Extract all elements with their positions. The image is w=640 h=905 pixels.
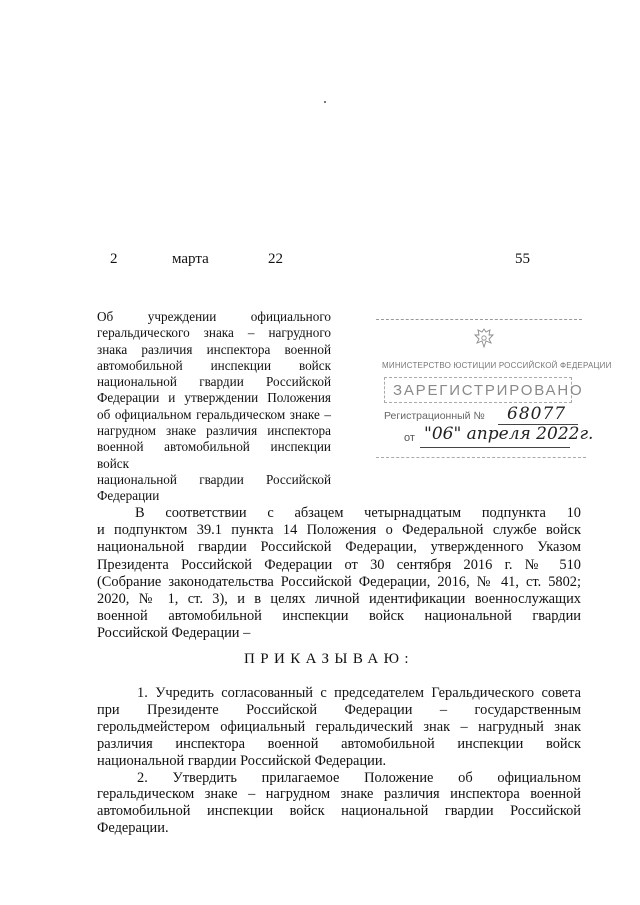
preamble-line: военной автомобильной инспекции войск национальной гвардии xyxy=(97,608,581,625)
title-line: геральдического знака – нагрудного xyxy=(97,325,331,341)
stamp-reg-label: Регистрационный № xyxy=(384,410,485,422)
scan-speck xyxy=(324,101,326,103)
order-day: 2 xyxy=(110,251,118,267)
stamp-registered: ЗАРЕГИСТРИРОВАНО xyxy=(384,377,572,403)
title-line: военной автомобильной инспекции войск xyxy=(97,439,331,471)
title-line: Федерации xyxy=(97,488,160,504)
title-line: национальной гвардии Российской xyxy=(97,471,331,487)
order-item-2 xyxy=(97,770,581,838)
order-item-1 xyxy=(97,685,581,770)
order-title xyxy=(97,309,331,505)
preamble-line: (Собрание законодательства Российской Федерации, 2016, № 41, ст. 5802; xyxy=(97,573,581,590)
title-line: Об учреждении официального xyxy=(97,309,331,324)
registration-stamp xyxy=(376,311,612,461)
title-line: Федерации и утверждении Положения xyxy=(97,390,331,406)
item-line: герольдмейстером официальный геральдический знак – нагрудный знак xyxy=(97,718,581,735)
eagle-emblem-icon xyxy=(472,327,496,349)
order-number: 55 xyxy=(515,251,530,267)
item-line: 1. Учредить согласованный с председателем Геральдического совета xyxy=(137,685,581,701)
title-line: национальной гвардии Российской xyxy=(97,374,331,390)
preamble-line: и подпунктом 39.1 пункта 14 Положения о Федеральной службе войск xyxy=(97,522,581,539)
item-line: 2. Утвердить прилагаемое Положение об официальном xyxy=(137,769,581,786)
title-line: знака различия инспектора военной xyxy=(97,341,331,357)
preamble-line: В соответствии с абзацем четырнадцатым подпункта 10 xyxy=(135,505,581,521)
stamp-ministry: МИНИСТЕРСТВО ЮСТИЦИИ РОССИЙСКОЙ ФЕДЕРАЦИИ xyxy=(382,361,612,370)
title-line: нагрудном знаке различия инспектора xyxy=(97,423,331,439)
item-line: автомобильной инспекции войск национальной гвардии Российской xyxy=(97,803,581,820)
stamp-border-bottom xyxy=(376,457,586,458)
stamp-from-date: "06" апреля 2022г. xyxy=(424,424,594,444)
item-line: при Президенте Российской Федерации – государственным xyxy=(97,701,581,718)
stamp-reg-number: 68077 xyxy=(507,404,567,424)
order-items xyxy=(97,685,581,837)
preamble-line: национальной гвардии Российской Федерации, утвержденного Указом xyxy=(97,539,581,556)
stamp-underline xyxy=(420,447,570,448)
stamp-border-top xyxy=(376,319,582,320)
preamble-line: Президента Российской Федерации от 30 сентября 2016 г. № 510 xyxy=(97,556,581,573)
item-line: различия инспектора военной автомобильной инспекции войск xyxy=(97,735,581,752)
item-line: геральдическом знаке – нагрудном знаке различия инспектора военной xyxy=(97,786,581,803)
title-line: автомобильной инспекции войск xyxy=(97,357,331,373)
item-line: национальной гвардии Российской Федерации. xyxy=(97,752,387,769)
order-heading: ПРИКАЗЫВАЮ: xyxy=(244,651,414,667)
preamble-line: Российской Федерации – xyxy=(97,625,251,642)
preamble-paragraph xyxy=(97,505,581,643)
stamp-from-label: от xyxy=(404,432,415,444)
item-line: Федерации. xyxy=(97,820,169,837)
preamble-line: 2020, № 1, ст. 3), и в целях личной идентификации военнослужащих xyxy=(97,591,581,608)
title-line: об официальном геральдическом знаке – xyxy=(97,406,331,422)
order-month: марта xyxy=(172,251,209,267)
order-year: 22 xyxy=(268,251,283,267)
